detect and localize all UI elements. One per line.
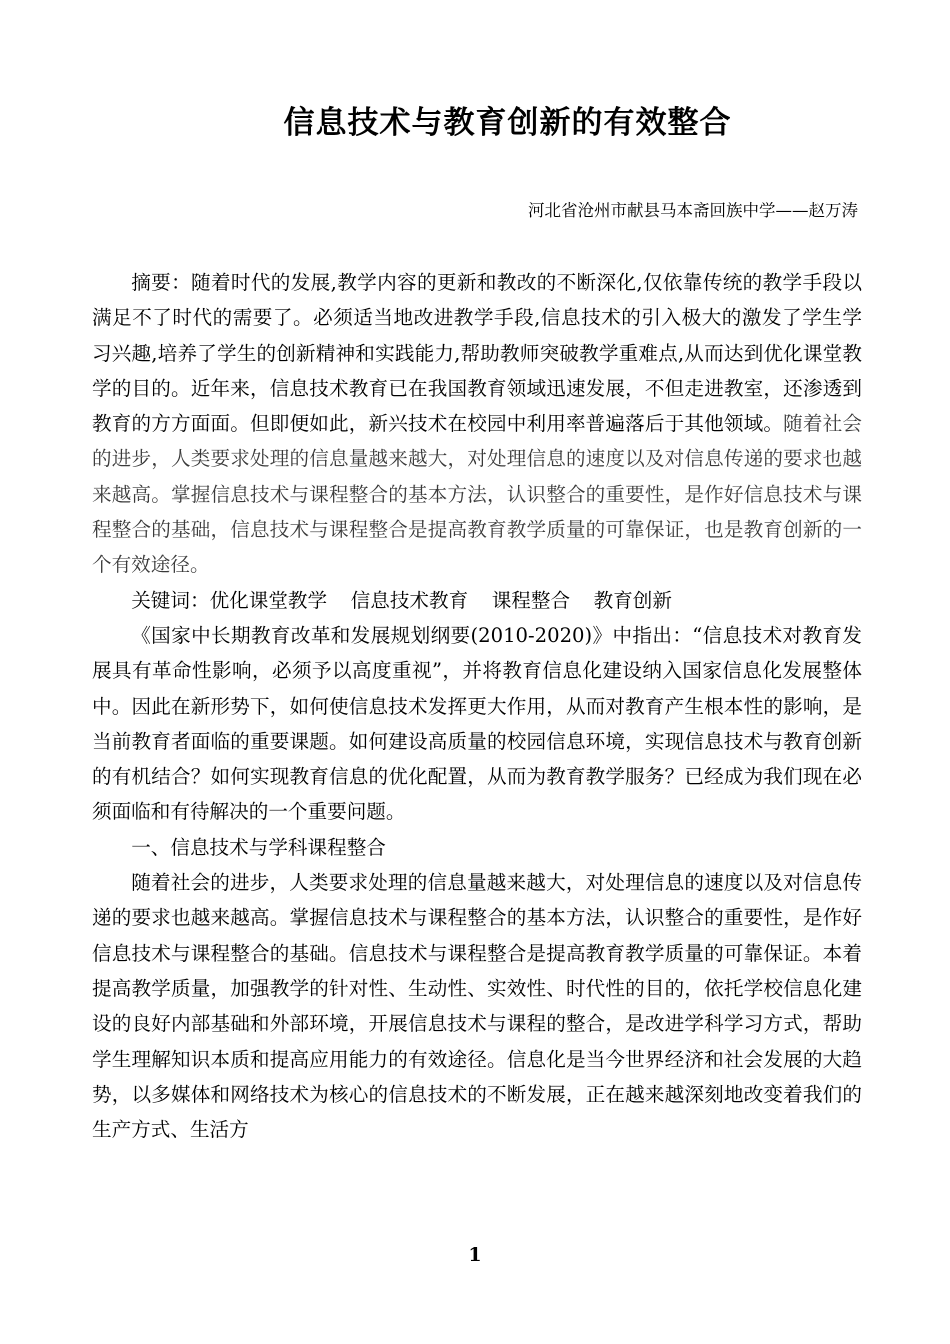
section-paragraph: 随着社会的进步，人类要求处理的信息量越来越大，对处理信息的速度以及对信息传递的要求也越来越高。掌握信息技术与课程整合的基本方法，认识整合的重要性，是作好信息技术与课程整合的基础。信息技术与课程整合是提高教育教学质量的可靠保证。本着提高教学质量，加强教学的针对性、生动性、实效性、时代性的目的，依托学校信息化建设的良好内部基础和外部环境，开展信息技术与课程的整合，是改进学科学习方式，帮助学生理解知识本质和提高应用能力的有效途径。信息化是当今世界经济和社会发展的大趋势，以多媒体和网络技术为核心的信息技术的不断发展，正在越来越深刻地改变着我们的生产方式、生活方 <box>92 871 862 1142</box>
abstract-text-continued: 随着社会的进步，人类要求处理的信息量越来越大，对处理信息的速度以及对信息传递的要求也越来越高。掌握信息技术与课程整合的基本方法，认识整合的重要性，是作好信息技术与课程整合的基础，信息技术与课程整合是提高教育教学质量的可靠保证，也是教育创新的一个有效途径。 <box>92 412 863 577</box>
author-line: 河北省沧州市献县马本斋回族中学——赵万涛 <box>528 201 858 220</box>
keyword: 教育创新 <box>593 588 672 612</box>
keywords-label: 关键词： <box>131 588 210 612</box>
abstract-text: 摘要：随着时代的发展,教学内容的更新和教改的不断深化,仅依靠传统的教学手段以满足不了时代的需要了。必须适当地改进教学手段,信息技术的引入极大的激发了学生学习兴趣,培养了学生的创新精神和实践能力,帮助教师突破教学重难点,从而达到优化课堂教学的目的。近年来，信息技术教育已在我国教育领域迅速发展，不但走进教室，还渗透到教育的方方面面。但即便如此，新兴技术在校园中利用率普遍落后于其他领域。 <box>92 271 862 436</box>
keyword: 信息技术教育 <box>350 588 469 612</box>
intro-paragraph: 《国家中长期教育改革和发展规划纲要(2010-2020)》中指出：“信息技术对教育发展具有革命性影响，必须予以高度重视”，并将教育信息化建设纳入国家信息化发展整体中。因此在新形势下，如何使信息技术发挥更大作用，从而对教育产生根本性的影响，是当前教育者面临的重要课题。如何建设高质量的校园信息环境，实现信息技术与教育创新的有机结合？如何实现教育信息的优化配置，从而为教育教学服务？已经成为我们现在必须面临和有待解决的一个重要问题。 <box>92 623 862 824</box>
document-body <box>92 265 862 1147</box>
keyword: 优化课堂教学 <box>209 588 328 612</box>
page-number: 1 <box>468 1244 482 1266</box>
section-heading: 一、信息技术与学科课程整合 <box>131 835 386 859</box>
keyword: 课程整合 <box>491 588 571 612</box>
abstract-paragraph <box>92 265 862 583</box>
keywords-paragraph <box>92 583 862 618</box>
document-title: 信息技术与教育创新的有效整合 <box>283 105 732 141</box>
